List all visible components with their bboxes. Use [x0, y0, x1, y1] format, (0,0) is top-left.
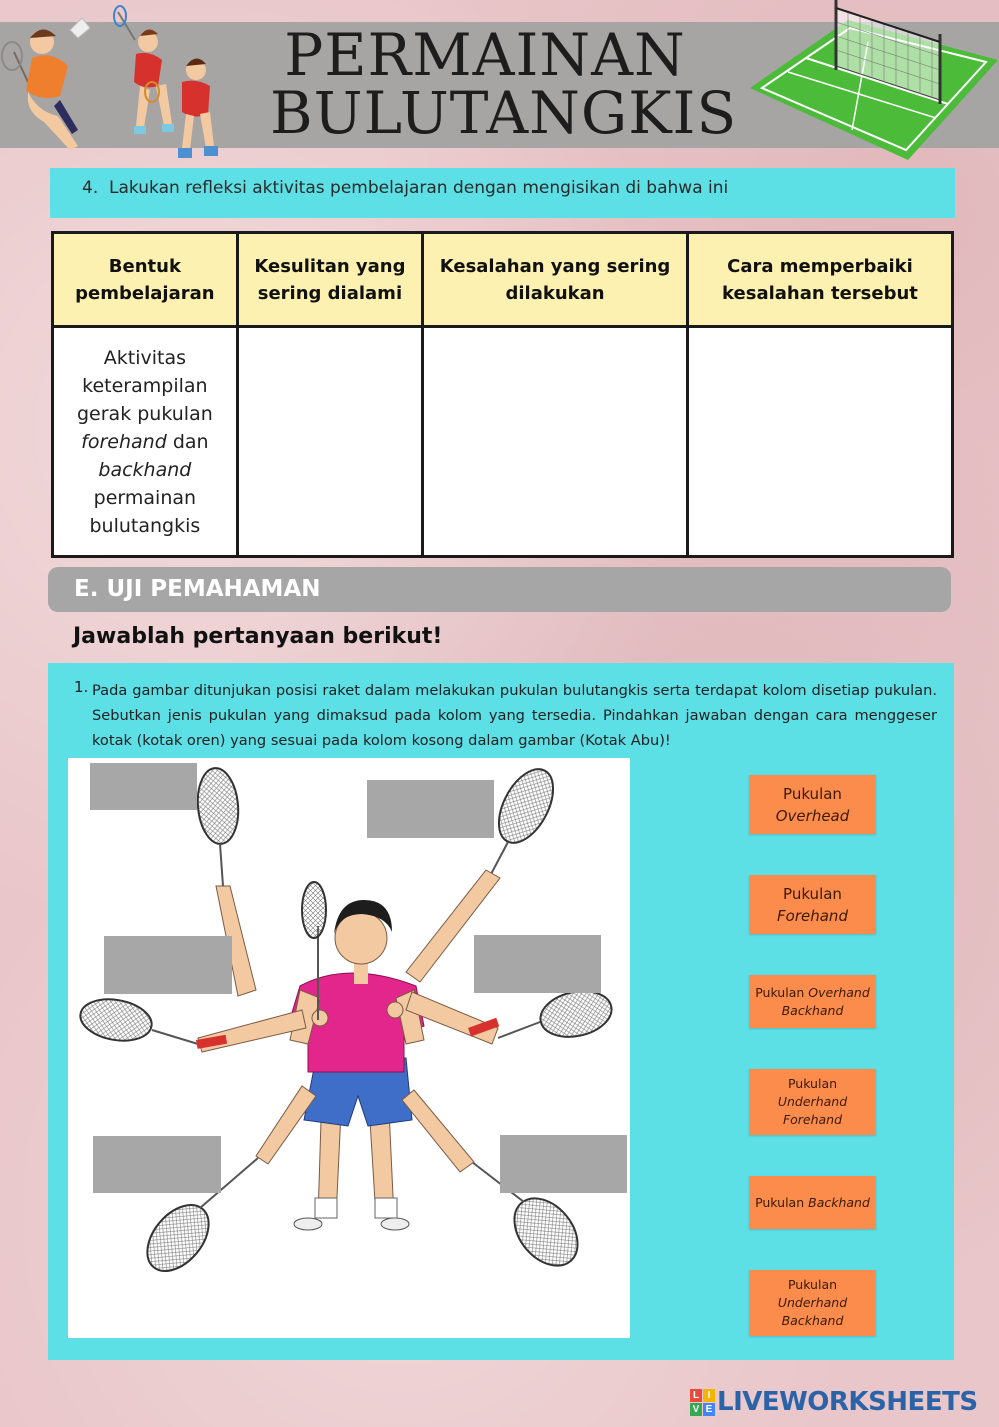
answer-text: Forehand [782, 1112, 843, 1127]
drop-zone-top-left[interactable] [90, 763, 197, 810]
badminton-court-illustration [748, 0, 999, 165]
answer-forehand[interactable] [749, 875, 876, 934]
question-number: 1. [74, 678, 89, 696]
term-backhand: backhand [98, 458, 192, 481]
page-title [270, 21, 738, 147]
question-prompt: Jawablah pertanyaan berikut! [73, 624, 443, 649]
row-line [54, 428, 236, 456]
row-line: keterampilan [82, 374, 208, 397]
drop-zone-mid-left[interactable] [104, 936, 232, 994]
answer-word: Overhand [808, 984, 870, 1000]
row-line: Aktivitas [103, 346, 186, 369]
player-racket-illustration [68, 758, 630, 1338]
liveworksheets-logo-icon [690, 1389, 714, 1415]
input-kesalahan[interactable] [423, 327, 688, 557]
instruction-text [82, 178, 728, 198]
answer-underhand-backhand[interactable] [749, 1270, 876, 1336]
cell-bentuk-pembelajaran [53, 327, 238, 557]
logo-letter: E [703, 1403, 715, 1416]
input-cara-memperbaiki[interactable] [687, 327, 952, 557]
answer-text: Pukulan [783, 884, 842, 903]
drop-zone-bottom-right[interactable] [500, 1135, 627, 1193]
answer-word: Pukulan [755, 984, 805, 1000]
row-conjunction: dan [172, 430, 209, 453]
header-kesulitan: Kesulitan yang sering dialami [237, 233, 422, 327]
liveworksheets-brand: LIVEWORKSHEETS [717, 1387, 978, 1417]
title-line-2: BULUTANGKIS [270, 79, 738, 147]
row-line: gerak pukulan [76, 402, 213, 425]
answer-text: Pukulan [787, 1076, 838, 1091]
answer-text [755, 984, 870, 1002]
header-cara-memperbaiki: Cara memperbaiki kesalahan tersebut [687, 233, 952, 327]
term-forehand: forehand [81, 430, 167, 453]
answer-overhand-backhand[interactable] [749, 975, 876, 1028]
answer-overhead[interactable] [749, 775, 876, 834]
answer-word: Backhand [808, 1194, 870, 1210]
logo-letter: I [703, 1389, 715, 1402]
drop-zone-mid-right[interactable] [474, 935, 601, 993]
answer-text: Backhand [781, 1313, 844, 1328]
section-title: E. UJI PEMAHAMAN [74, 576, 321, 602]
answer-text [755, 1194, 870, 1212]
answer-text: Underhand [777, 1295, 848, 1310]
logo-letter: L [690, 1389, 702, 1402]
row-line: permainan [93, 486, 197, 509]
answer-text: Backhand [781, 1002, 844, 1018]
answer-text: Pukulan [783, 784, 842, 803]
drop-zone-bottom-left[interactable] [93, 1136, 221, 1193]
cell-bentuk-text [54, 344, 236, 540]
answer-text: Pukulan [787, 1277, 838, 1292]
logo-letter: V [690, 1403, 702, 1416]
answer-text: Underhand [777, 1094, 848, 1109]
liveworksheets-logo[interactable] [690, 1387, 978, 1417]
table-header-row [53, 233, 953, 327]
instruction-body: Lakukan refleksi aktivitas pembelajaran dengan mengisikan di bahwa ini [109, 178, 729, 198]
question-text: Pada gambar ditunjukan posisi raket dalam melakukan pukulan bulutangkis serta terdapat kolom disetiap pukulan. Sebutkan jenis pukulan yang dimaksud pada kolom yang tersedia. Pindahkan jawaban dengan cara menggeser kotak (kotak oren) yang sesuai pada kolom kosong dalam gambar (Kotak Abu)! [92, 682, 937, 749]
instruction-number: 4. [82, 178, 99, 198]
answer-backhand[interactable] [749, 1176, 876, 1229]
answer-underhand-forehand[interactable] [749, 1069, 876, 1135]
reflection-table [51, 231, 954, 558]
answer-text: Forehand [777, 906, 848, 925]
answer-text: Overhead [775, 806, 850, 825]
row-line: bulutangkis [89, 514, 201, 537]
racket-position-figure [68, 758, 630, 1338]
input-kesulitan[interactable] [237, 327, 422, 557]
drop-zone-top-right[interactable] [367, 780, 494, 838]
title-line-1: PERMAINAN [284, 21, 686, 89]
header-kesalahan: Kesalahan yang sering dilakukan [423, 233, 688, 327]
header-bentuk-pembelajaran: Bentuk pembelajaran [53, 233, 238, 327]
answer-word: Pukulan [755, 1194, 805, 1210]
badminton-players-illustration [0, 0, 230, 165]
row-line [54, 456, 236, 484]
table-row [53, 327, 953, 557]
